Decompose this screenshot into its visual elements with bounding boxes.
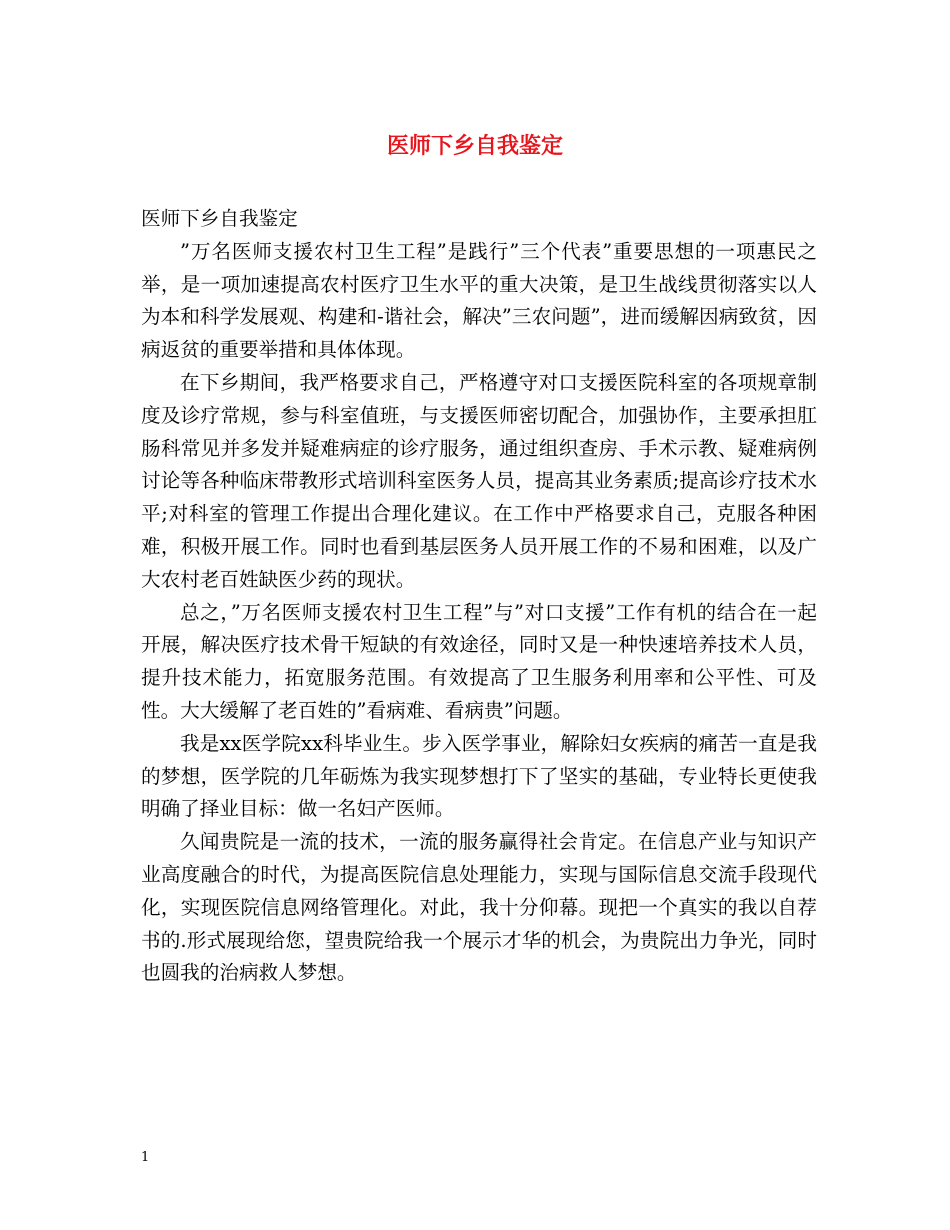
paragraph-3: 总之，”万名医师支援农村卫生工程”与”对口支援”工作有机的结合在一起开展，解决医疗技术骨干短缺的有效途径，同时又是一种快速培养技术人员，提升技术能力，拓宽服务范围。有效提高了卫生服务利用率和公平性、可及性。大大缓解了老百姓的”看病难、看病贵”问题。 (141, 600, 817, 722)
paragraph-2: 在下乡期间，我严格要求自己，严格遵守对口支援医院科室的各项规章制度及诊疗常规，参与科室值班，与支援医师密切配合，加强协作，主要承担肛肠科常见并多发并疑难病症的诊疗服务，通过组织查房、手术示教、疑难病例讨论等各种临床带教形式培训科室医务人员，提高其业务素质;提高诊疗技术水平;对科室的管理工作提出合理化建议。在工作中严格要求自己，克服各种困难，积极开展工作。同时也看到基层医务人员开展工作的不易和困难，以及广大农村老百姓缺医少药的现状。 (141, 370, 817, 591)
document-title: 医师下乡自我鉴定 (386, 133, 563, 159)
document-body (141, 203, 817, 990)
document-subheading: 医师下乡自我鉴定 (141, 207, 298, 230)
paragraph-1: ”万名医师支援农村卫生工程”是践行”三个代表”重要思想的一项惠民之举，是一项加速提高农村医疗卫生水平的重大决策，是卫生战线贯彻落实以人为本和科学发展观、构建和-谐社会，解决”三农问题”，进而缓解因病致贫，因病返贫的重要举措和具体体现。 (141, 239, 817, 362)
paragraph-4: 我是xx医学院xx科毕业生。步入医学事业，解除妇女疾病的痛苦一直是我的梦想，医学院的几年砺炼为我实现梦想打下了坚实的基础，专业特长更使我明确了择业目标：做一名妇产医师。 (141, 731, 817, 821)
paragraph-5: 久闻贵院是一流的技术，一流的服务赢得社会肯定。在信息产业与知识产业高度融合的时代，为提高医院信息处理能力，实现与国际信息交流手段现代化，实现医院信息网络管理化。对此，我十分仰幕。现把一个真实的我以自荐书的.形式展现给您，望贵院给我一个展示才华的机会，为贵院出力争光，同时也圆我的治病救人梦想。 (141, 830, 817, 985)
page-number: 1 (141, 1150, 150, 1165)
